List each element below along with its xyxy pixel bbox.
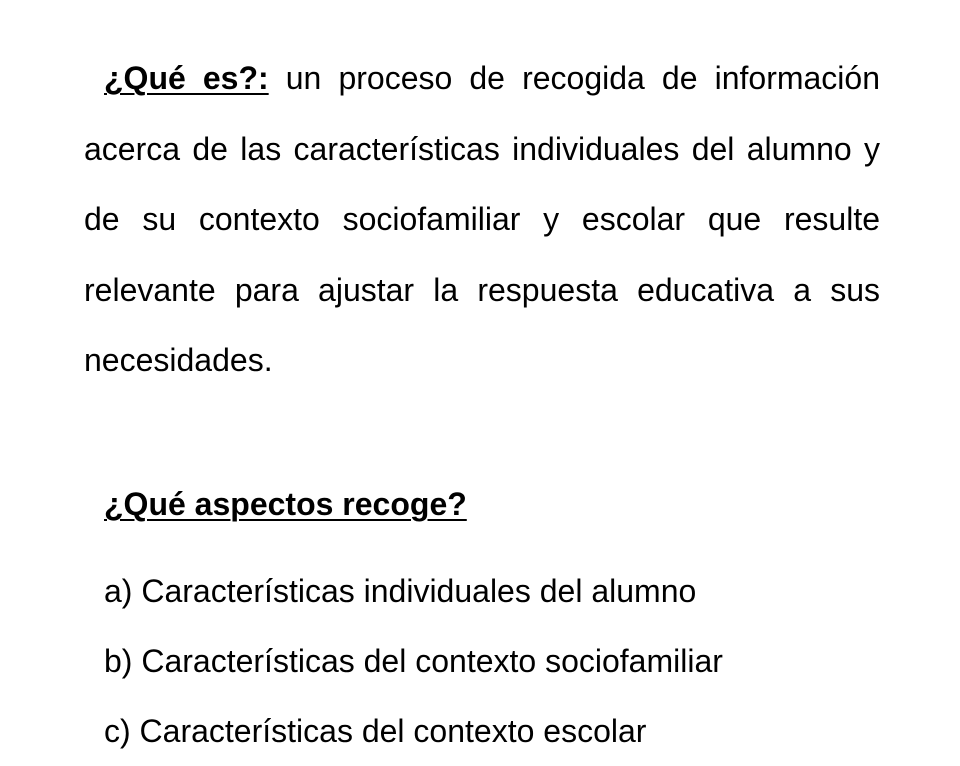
definition-paragraph [84,43,880,396]
aspect-item: b) Características del contexto sociofamiliar [104,643,723,679]
definition-lead: ¿Qué es?: [104,60,269,96]
aspect-item: a) Características individuales del alumno [104,573,697,609]
aspect-item: c) Características del contexto escolar [104,713,647,749]
definition-text: un proceso de recogida de información acerca de las características individuales del alumno y de su contexto sociofamiliar y escolar que resulte relevante para ajustar la respuesta educativa a sus necesidades. [84,60,881,378]
aspects-list [104,556,723,766]
aspects-heading: ¿Qué aspectos recoge? [104,486,467,522]
